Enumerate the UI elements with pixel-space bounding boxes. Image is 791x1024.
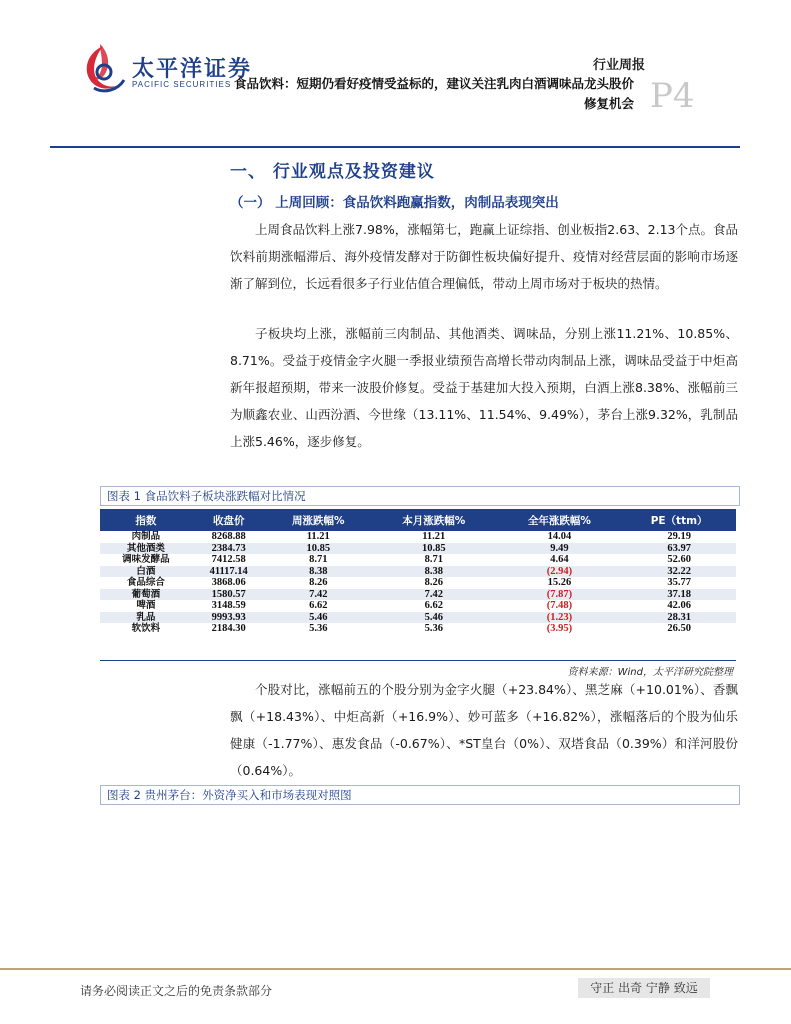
- cell-year-change: (1.23): [497, 612, 623, 624]
- cell-pe: 52.60: [667, 554, 691, 565]
- cell-year-change: (3.95): [546, 623, 573, 634]
- cell-index-name: 食品综合: [126, 577, 165, 588]
- cell-pe: 32.22: [622, 566, 736, 578]
- cell-pe: 29.19: [667, 531, 691, 542]
- page-number: P4: [650, 76, 695, 116]
- report-title: 食品饮料：短期仍看好疫情受益标的，建议关注乳肉白酒调味品龙头股价修复机会: [233, 76, 634, 111]
- table-row: [100, 577, 736, 589]
- footer-disclaimer: 请务必阅读正文之后的免责条款部分: [80, 984, 273, 998]
- pacific-securities-logo-icon: [78, 42, 128, 94]
- cell-week-change: 6.62: [309, 600, 328, 611]
- cell-index-name: 肉制品: [131, 531, 161, 542]
- paragraph-stock-comparison: 个股对比，涨幅前五的个股分别为金字火腿（+23.84%）、黑芝麻（+10.01%）、香飘飘（+18.43%）、中炬高新（+16.9%）、妙可蓝多（+16.82%），涨幅落后的个股为仙乐健康（-1.77%）、惠发食品（-0.67%）、*ST皇台（0%）、双塔食品（0.39%）和洋河股份（0.64%）。: [230, 682, 738, 778]
- cell-year-change: 9.49: [497, 543, 623, 555]
- cell-year-change: (7.48): [546, 600, 573, 611]
- cell-close: 41117.14: [192, 566, 266, 578]
- cell-close: 9993.93: [192, 612, 266, 624]
- col-header-week: 周涨跌幅%: [266, 509, 371, 531]
- cell-pe: 28.31: [622, 612, 736, 624]
- table-row: [100, 600, 736, 612]
- cell-close: 3148.59: [211, 600, 246, 611]
- cell-week-change: 8.38: [266, 566, 371, 578]
- header-divider: [50, 146, 740, 148]
- table-row: [100, 543, 736, 555]
- cell-year-change: 15.26: [547, 577, 572, 588]
- section-subheading: （一） 上周回顾：食品饮料跑赢指数，肉制品表现突出: [230, 195, 559, 211]
- cell-week-change: 5.46: [266, 612, 371, 624]
- cell-year-change: (2.94): [497, 566, 623, 578]
- table-row: [100, 612, 736, 624]
- cell-pe: 37.18: [622, 589, 736, 601]
- cell-week-change: 11.21: [306, 531, 330, 542]
- cell-week-change: 7.42: [266, 589, 371, 601]
- cell-week-change: 8.71: [309, 554, 328, 565]
- figure1-caption: 图表 1 食品饮料子板块涨跌幅对比情况: [100, 486, 740, 506]
- figure2-caption: 图表 2 贵州茅台：外资净买入和市场表现对照图: [100, 785, 740, 805]
- table-source-note: 资料来源：Wind，太平洋研究院整理: [567, 667, 733, 678]
- cell-close: 8268.88: [211, 531, 246, 542]
- cell-year-change: 14.04: [547, 531, 572, 542]
- cell-month-change: 6.62: [424, 600, 443, 611]
- table-bottom-rule: [100, 660, 736, 661]
- cell-index-name: 白酒: [100, 566, 192, 578]
- brand-name-en: PACIFIC SECURITIES: [132, 80, 232, 89]
- cell-index-name: 调味发酵品: [122, 554, 170, 565]
- cell-month-change: 5.46: [371, 612, 497, 624]
- table-header-row: [100, 509, 736, 531]
- report-type-label: 行业周报: [592, 58, 645, 73]
- col-header-pe: PE（ttm）: [622, 509, 736, 531]
- paragraph-subsector-review: 子板块均上涨，涨幅前三肉制品、其他酒类、调味品，分别上涨11.21%、10.85%、8.71%。受益于疫情金字火腿一季报业绩预告高增长带动肉制品上涨，调味品受益于中炬高新年报超预期，带来一波股价修复。受益于基建加大投入预期，白酒上涨8.38%、涨幅前三为顺鑫农业、山西汾酒、今世缘（13.11%、11.54%、9.49%），茅台上涨9.32%，乳制品上涨5.46%，逐步修复。: [230, 326, 738, 449]
- col-header-year: 全年涨跌幅%: [497, 509, 623, 531]
- col-header-close: 收盘价: [192, 509, 266, 531]
- cell-week-change: 10.85: [266, 543, 371, 555]
- col-header-month: 本月涨跌幅%: [371, 509, 497, 531]
- cell-month-change: 8.71: [424, 554, 443, 565]
- col-header-index: 指数: [100, 509, 192, 531]
- cell-index-name: 乳品: [100, 612, 192, 624]
- cell-pe: 35.77: [667, 577, 691, 588]
- footer-divider: [0, 968, 791, 970]
- cell-month-change: 7.42: [371, 589, 497, 601]
- cell-close: 7412.58: [211, 554, 246, 565]
- table-row: [100, 566, 736, 578]
- table-row: [100, 554, 736, 566]
- cell-week-change: 5.36: [309, 623, 328, 634]
- cell-month-change: 5.36: [424, 623, 443, 634]
- section-heading: 一、 行业观点及投资建议: [230, 162, 435, 182]
- cell-index-name: 软饮料: [131, 623, 161, 634]
- cell-month-change: 10.85: [371, 543, 497, 555]
- table-row: [100, 623, 736, 635]
- table-row: [100, 589, 736, 601]
- table-row: [100, 531, 736, 543]
- cell-index-name: 葡萄酒: [100, 589, 192, 601]
- cell-close: 3868.06: [211, 577, 246, 588]
- cell-close: 2384.73: [192, 543, 266, 555]
- cell-month-change: 11.21: [422, 531, 446, 542]
- cell-week-change: 8.26: [309, 577, 328, 588]
- brand-name-cn: 太平洋证券: [132, 57, 253, 82]
- footer-motto: 守正 出奇 宁静 致远: [578, 978, 710, 998]
- cell-close: 2184.30: [211, 623, 246, 634]
- cell-month-change: 8.26: [424, 577, 443, 588]
- subsector-performance-table: [100, 509, 736, 635]
- cell-pe: 63.97: [622, 543, 736, 555]
- cell-pe: 42.06: [667, 600, 691, 611]
- cell-close: 1580.57: [192, 589, 266, 601]
- cell-month-change: 8.38: [371, 566, 497, 578]
- cell-year-change: 4.64: [550, 554, 569, 565]
- cell-pe: 26.50: [667, 623, 691, 634]
- cell-year-change: (7.87): [497, 589, 623, 601]
- cell-index-name: 啤酒: [136, 600, 156, 611]
- paragraph-weekly-review: 上周食品饮料上涨7.98%，涨幅第七，跑赢上证综指、创业板指2.63、2.13个点。食品饮料前期涨幅滞后、海外疫情发酵对于防御性板块偏好提升、疫情对经营层面的影响市场逐渐了解到位，长远看很多子行业估值合理偏低，带动上周市场对于板块的热情。: [230, 222, 738, 291]
- cell-index-name: 其他酒类: [100, 543, 192, 555]
